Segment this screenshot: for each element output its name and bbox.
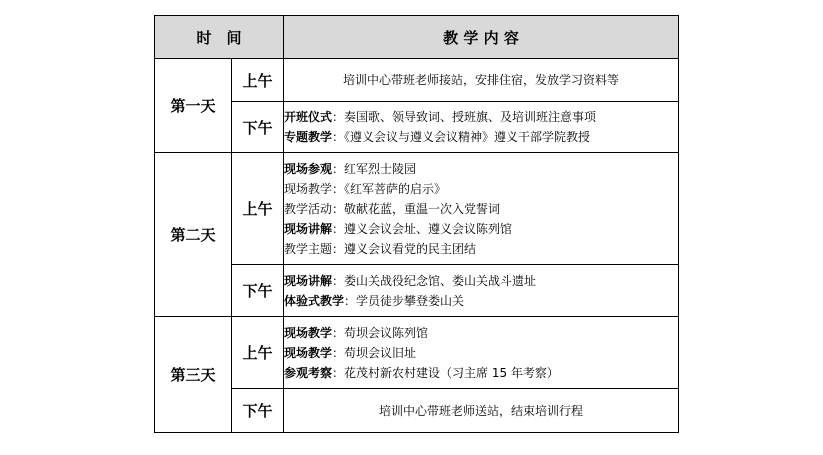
session-content [284,389,679,433]
content-line: 培训中心带班老师送站，结束培训行程 [379,403,584,418]
table-row [155,317,679,389]
table-row [155,153,679,265]
content-line: 培训中心带班老师接站，安排住宿，发放学习资料等 [343,73,620,87]
content-line: 开班仪式：奏国歌、领导致词、授班旗、及培训班注意事项 [284,110,597,124]
session-content [284,59,679,102]
session-label: 上午 [232,153,284,265]
day-label: 第二天 [155,153,232,317]
content-line: 现场教学：苟坝会议旧址 [284,345,417,360]
header-row [155,16,679,59]
session-content [284,102,679,153]
session-content [284,265,679,317]
content-line: 体验式教学：学员徒步攀登娄山关 [284,293,465,308]
content-line: 现场讲解：遵义会议会址、遵义会议陈列馆 [284,221,513,236]
content-line: 现场教学：《红军菩萨的启示》 [284,181,447,196]
session-label: 下午 [232,389,284,433]
session-content [284,317,679,389]
session-label: 上午 [232,59,284,102]
content-line: 教学主题：遵义会议看党的民主团结 [284,241,477,256]
content-line: 现场参观：红军烈士陵园 [284,161,417,176]
session-label: 下午 [232,265,284,317]
content-line: 参观考察：花茂村新农村建设（习主席 15 年考察） [284,365,559,380]
table-row [155,102,679,153]
session-label: 下午 [232,102,284,153]
session-label: 上午 [232,317,284,389]
day-label: 第一天 [155,59,232,153]
header-content: 教 学 内 容 [284,16,679,59]
day-label: 第三天 [155,317,232,433]
schedule-table [154,15,679,433]
content-line: 教学活动：敬献花蓝，重温一次入党誓词 [284,201,501,216]
content-line: 现场教学：苟坝会议陈列馆 [284,325,429,340]
table-row [155,389,679,433]
table-row [155,59,679,102]
session-content [284,153,679,265]
header-time: 时 间 [155,16,284,59]
content-line: 现场讲解：娄山关战役纪念馆、娄山关战斗遗址 [284,273,537,288]
content-line: 专题教学：《遵义会议与遵义会议精神》遵义干部学院教授 [284,130,591,144]
table-row [155,265,679,317]
